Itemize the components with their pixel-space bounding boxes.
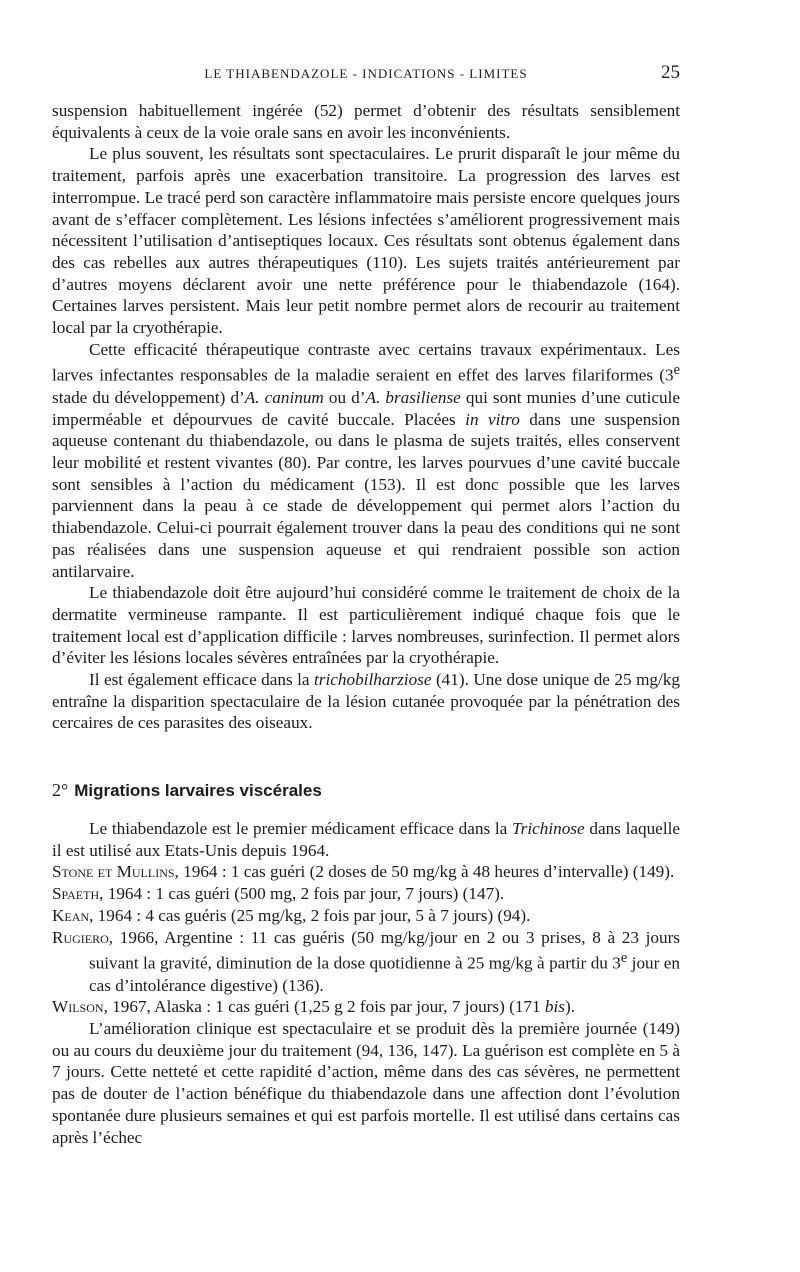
reference-text: , 1964 : 4 cas guéris (25 mg/kg, 2 fois par jour, 5 à 7 jours) (94). bbox=[89, 905, 531, 925]
text-run: (41). Une dose unique de 25 mg/kg entraîne la disparition spectaculaire de la lésion cutanée provoquée par la pénétration des cercaires de ces parasites des oiseaux. bbox=[52, 670, 680, 733]
text-run: qui sont munies d’une cuticule imperméable et dépourvues de cavité buccale. Placées bbox=[52, 387, 680, 429]
text-run: stade du développement) d’ bbox=[52, 387, 245, 407]
section-heading bbox=[52, 780, 680, 801]
reference-author: Stone et Mullins bbox=[52, 862, 175, 882]
reference-entry bbox=[52, 996, 680, 1018]
paragraph-efficacy bbox=[52, 339, 680, 582]
superscript: e bbox=[620, 950, 628, 967]
disease-name: trichobilharziose bbox=[314, 670, 432, 690]
species-name: A. brasiliense bbox=[365, 387, 461, 407]
paragraph-continuation: suspension habituellement ingérée (52) permet d’obtenir des résultats sensiblement équivalents à ceux de la voie orale sans en avoir les inconvénients. bbox=[52, 101, 680, 142]
reference-entry bbox=[52, 883, 680, 905]
disease-name: Trichinose bbox=[512, 819, 585, 838]
reference-text: , 1967, Alaska : 1 cas guéri (1,25 g 2 fois par jour, 7 jours) (171 bbox=[103, 997, 545, 1017]
reference-text: , 1966, Argentine : 11 cas guéris (50 mg/kg/jour en 2 ou 3 prises, 8 à 23 jours suivant la gravité, diminution de la dose quotidienne à 25 mg/kg à partir du 3 bbox=[89, 927, 680, 973]
paragraph-trichobilharziose bbox=[52, 669, 680, 734]
section-title: Migrations larvaires viscérales bbox=[74, 781, 322, 800]
reference-author: Rugiero bbox=[52, 927, 109, 947]
main-text bbox=[52, 100, 680, 734]
text-run: Le thiabendazole est le premier médicament efficace dans la bbox=[89, 819, 513, 838]
reference-author: Wilson bbox=[52, 997, 104, 1017]
text-run: Cette efficacité thérapeutique contraste avec certains travaux expérimentaux. Les larves infectantes responsables de la maladie seraient en effet des larves filariformes (3 bbox=[52, 339, 680, 386]
reference-text: jour en cas d’intolérance digestive) (136). bbox=[89, 953, 680, 995]
running-title: LE THIABENDAZOLE - INDICATIONS - LIMITES bbox=[204, 66, 528, 81]
text-run: ou d’ bbox=[323, 387, 366, 407]
section-text bbox=[52, 818, 680, 1148]
reference-entry bbox=[52, 861, 680, 883]
reference-text: , 1964 : 1 cas guéri (500 mg, 2 fois par jour, 7 jours) (147). bbox=[99, 884, 505, 904]
paragraph-results: Le plus souvent, les résultats sont spectaculaires. Le prurit disparaît le jour même du traitement, parfois après une exacerbation transitoire. La progression des larves est interrompue. Le tracé perd son caractère inflammatoire mais persiste encore quelques jours avant de s’effacer complètement. Les lésions infectées s’améliorent progressivement mais nécessitent l’utilisation d’antiseptiques locaux. Ces résultats sont obtenus également dans des cas rebelles aux autres thérapeutiques (110). Les sujets traités antérieurement par d’autres moyens déclarent avoir une nette préférence pour le thiabendazole (164). Certaines larves persistent. Mais leur petit nombre permet alors de recourir au traitement local par la cryothérapie. bbox=[52, 144, 680, 338]
paragraph-trichinose bbox=[52, 818, 680, 861]
text-run: dans une suspension aqueuse contenant du thiabendazole, ou dans le plasma de sujets traités, elles conservent leur mobilité et restent vivantes (80). Par contre, les larves pourvues d’une cavité buccale sont sensibles à l’action du médicament (153). Il est donc possible que les larves parviennent dans la peau à ce stade de développement qui permet alors l’action du thiabendazole. Celui-ci pourrait également trouver dans la peau des conditions qui ne sont pas réalisées dans une suspension aqueuse et qui rendraient possible son action antilarvaire. bbox=[52, 409, 680, 581]
reference-entry bbox=[52, 905, 680, 927]
reference-author: Kean bbox=[52, 905, 90, 925]
superscript: e bbox=[673, 362, 680, 379]
section-number: 2° bbox=[52, 780, 69, 800]
reference-author: Spaeth bbox=[52, 884, 100, 904]
page-number: 25 bbox=[661, 62, 680, 83]
text-run: Il est également efficace dans la bbox=[89, 670, 315, 690]
species-name: A. caninum bbox=[244, 387, 324, 407]
latin-term: in vitro bbox=[465, 409, 520, 429]
reference-text: ). bbox=[564, 997, 575, 1017]
bis-mark: bis bbox=[544, 997, 565, 1017]
reference-entry bbox=[52, 927, 680, 997]
paragraph-treatment-choice: Le thiabendazole doit être aujourd’hui considéré comme le traitement de choix de la dermatite vermineuse rampante. Il est particulièrement indiqué chaque fois que le traitement local est d’application difficile : larves nombreuses, surinfection. Il permet alors d’éviter les lésions locales sévères entraînées par la cryothérapie. bbox=[52, 583, 680, 668]
text-run: dans laquelle il est utilisé aux Etats-Unis depuis 1964. bbox=[52, 819, 680, 860]
paragraph-clinical-improvement: L’amélioration clinique est spectaculaire et se produit dès la première journée (149) ou au cours du deuxième jour du traitement (94, 136, 147). La guérison est complète en 5 à 7 jours. Cette netteté et cette rapidité d’action, même dans des cas sévères, ne permettent pas de douter de l’action bénéfique du thiabendazole dans une affection dont l’évolution spontanée dure plusieurs semaines et qui est parfois mortelle. Il est utilisé dans certains cas après l’échec bbox=[52, 1019, 680, 1147]
reference-text: , 1964 : 1 cas guéri (2 doses de 50 mg/kg à 48 heures d’intervalle) (149). bbox=[174, 862, 675, 882]
